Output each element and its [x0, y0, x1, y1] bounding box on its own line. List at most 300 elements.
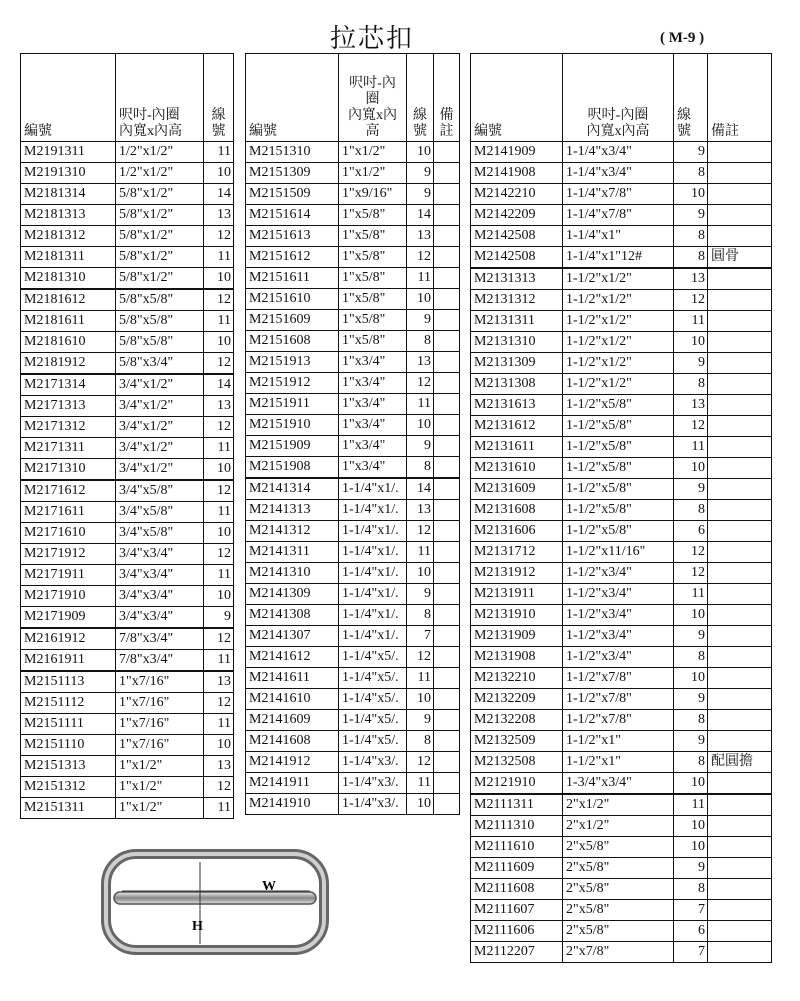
- item-code: M2151111: [21, 714, 116, 735]
- table-row: [21, 671, 234, 693]
- wire-gauge: 10: [407, 415, 434, 436]
- item-code: M2131611: [471, 437, 563, 458]
- item-note: [434, 310, 460, 331]
- item-code: M2171312: [21, 417, 116, 438]
- item-code: M2151910: [246, 415, 339, 436]
- item-code: M2171311: [21, 438, 116, 459]
- item-code: M2141312: [246, 521, 339, 542]
- wire-gauge: 7: [674, 942, 708, 963]
- wire-gauge: 9: [407, 584, 434, 605]
- item-code: M2151312: [21, 777, 116, 798]
- table-row: [21, 480, 234, 502]
- header-code: 編號: [246, 54, 339, 142]
- item-size: 1-1/4"x5/.: [339, 689, 407, 710]
- item-size: 5/8"x1/2": [116, 226, 204, 247]
- item-size: 3/4"x1/2": [116, 459, 204, 481]
- item-code: M2142210: [471, 184, 563, 205]
- item-size: 1-1/2"x3/4": [563, 563, 674, 584]
- wire-gauge: 9: [407, 310, 434, 331]
- table-row: [21, 628, 234, 650]
- item-size: 1"x5/8": [339, 310, 407, 331]
- wire-gauge: 11: [407, 268, 434, 289]
- item-note: [434, 689, 460, 710]
- wire-gauge: 11: [204, 247, 234, 268]
- item-size: 1-1/4"x1/.: [339, 563, 407, 584]
- table-row: [471, 731, 772, 752]
- item-code: M2141909: [471, 142, 563, 163]
- item-code: M2141308: [246, 605, 339, 626]
- item-size: 1-1/2"x3/4": [563, 626, 674, 647]
- item-note: [434, 773, 460, 794]
- header-note: 備註: [708, 54, 772, 142]
- item-note: [708, 395, 772, 416]
- item-note: [708, 416, 772, 437]
- wire-gauge: 8: [674, 710, 708, 731]
- item-size: 1-1/2"x5/8": [563, 458, 674, 479]
- item-note: [708, 773, 772, 795]
- table-row: [471, 921, 772, 942]
- item-code: M2151310: [246, 142, 339, 163]
- wire-gauge: 10: [407, 563, 434, 584]
- item-note: [708, 521, 772, 542]
- item-code: M2111609: [471, 858, 563, 879]
- item-code: M2141313: [246, 500, 339, 521]
- table-row: [21, 565, 234, 586]
- table-row: [21, 353, 234, 375]
- table-row: [21, 184, 234, 205]
- table-row: [471, 332, 772, 353]
- item-code: M2132509: [471, 731, 563, 752]
- item-code: M2151613: [246, 226, 339, 247]
- item-code: M2191311: [21, 142, 116, 163]
- table-row: [471, 900, 772, 921]
- wire-gauge: 12: [407, 373, 434, 394]
- item-code: M2141908: [471, 163, 563, 184]
- item-size: 1/2"x1/2": [116, 142, 204, 163]
- wire-gauge: 13: [674, 395, 708, 416]
- wire-gauge: 9: [407, 436, 434, 457]
- item-note: [708, 290, 772, 311]
- wire-gauge: 13: [204, 756, 234, 777]
- item-size: 1-1/2"x3/4": [563, 584, 674, 605]
- wire-gauge: 13: [204, 671, 234, 693]
- wire-gauge: 8: [674, 879, 708, 900]
- wire-gauge: 13: [204, 205, 234, 226]
- wire-gauge: 12: [204, 777, 234, 798]
- item-size: 1-1/2"x1/2": [563, 332, 674, 353]
- item-size: 1"x1/2": [116, 777, 204, 798]
- item-size: 2"x1/2": [563, 816, 674, 837]
- item-code: M2171610: [21, 523, 116, 544]
- item-code: M2151608: [246, 331, 339, 352]
- table-row: [471, 837, 772, 858]
- item-code: M2131312: [471, 290, 563, 311]
- item-size: 1"x7/16": [116, 735, 204, 756]
- wire-gauge: 10: [407, 689, 434, 710]
- item-size: 7/8"x3/4": [116, 650, 204, 672]
- table-row: [21, 374, 234, 396]
- table-row: [471, 794, 772, 816]
- wire-gauge: 11: [674, 437, 708, 458]
- item-code: M2131910: [471, 605, 563, 626]
- wire-gauge: 12: [674, 290, 708, 311]
- item-size: 1-1/4"x1": [563, 226, 674, 247]
- item-code: M2181312: [21, 226, 116, 247]
- wire-gauge: 10: [407, 142, 434, 163]
- header-wire: 線 號: [204, 54, 234, 142]
- item-code: M2141310: [246, 563, 339, 584]
- item-size: 1-1/4"x1"12#: [563, 247, 674, 269]
- table-row: [21, 417, 234, 438]
- wire-gauge: 11: [407, 668, 434, 689]
- table-row: [246, 584, 460, 605]
- item-size: 1"x7/16": [116, 693, 204, 714]
- item-size: 1"x5/8": [339, 289, 407, 310]
- item-code: M2171611: [21, 502, 116, 523]
- table-row: [246, 710, 460, 731]
- table-row: [471, 605, 772, 626]
- table-row: [471, 205, 772, 226]
- item-size: 3/4"x5/8": [116, 523, 204, 544]
- item-note: [434, 794, 460, 815]
- table-row: [21, 693, 234, 714]
- wire-gauge: 11: [407, 394, 434, 415]
- table-row: [471, 395, 772, 416]
- wire-gauge: 13: [407, 500, 434, 521]
- item-note: [434, 752, 460, 773]
- table-row: [21, 289, 234, 311]
- item-note: [434, 352, 460, 373]
- table-row: [21, 142, 234, 163]
- table-row: [471, 563, 772, 584]
- item-code: M2131606: [471, 521, 563, 542]
- wire-gauge: 9: [674, 626, 708, 647]
- wire-gauge: 9: [674, 353, 708, 374]
- item-size: 1"x1/2": [339, 142, 407, 163]
- item-note: [434, 289, 460, 310]
- item-size: 1"x3/4": [339, 457, 407, 479]
- item-size: 1-1/4"x3/.: [339, 794, 407, 815]
- item-code: M2131308: [471, 374, 563, 395]
- wire-gauge: 11: [204, 650, 234, 672]
- item-size: 5/8"x1/2": [116, 205, 204, 226]
- item-code: M2131911: [471, 584, 563, 605]
- item-size: 1-3/4"x3/4": [563, 773, 674, 795]
- item-size: 1-1/2"x3/4": [563, 647, 674, 668]
- item-size: 1-1/2"x5/8": [563, 416, 674, 437]
- wire-gauge: 10: [674, 458, 708, 479]
- item-code: M2131908: [471, 647, 563, 668]
- item-size: 5/8"x5/8": [116, 311, 204, 332]
- item-size: 1-1/4"x3/4": [563, 142, 674, 163]
- item-size: 1-1/2"x1/2": [563, 268, 674, 290]
- item-code: M2181912: [21, 353, 116, 375]
- item-note: [434, 731, 460, 752]
- item-size: 1"x5/8": [339, 205, 407, 226]
- wire-gauge: 6: [674, 521, 708, 542]
- wire-gauge: 8: [407, 731, 434, 752]
- item-note: [434, 142, 460, 163]
- spec-table-3-body: [471, 142, 772, 963]
- table-row: [246, 752, 460, 773]
- table-row: [471, 584, 772, 605]
- item-code: M2132208: [471, 710, 563, 731]
- table-row: [246, 542, 460, 563]
- item-note: [434, 605, 460, 626]
- table-row: [21, 586, 234, 607]
- width-label: W: [262, 879, 276, 894]
- item-note: [434, 247, 460, 268]
- item-code: M2151609: [246, 310, 339, 331]
- item-note: [708, 794, 772, 816]
- wire-gauge: 11: [204, 311, 234, 332]
- item-size: 1-1/4"x7/8": [563, 184, 674, 205]
- item-code: M2181313: [21, 205, 116, 226]
- item-size: 1-1/4"x1/.: [339, 584, 407, 605]
- item-code: M2131909: [471, 626, 563, 647]
- table-row: [246, 478, 460, 500]
- wire-gauge: 8: [674, 226, 708, 247]
- table-row: [471, 773, 772, 795]
- table-row: [21, 714, 234, 735]
- header-code: 編號: [471, 54, 563, 142]
- spec-table-2: [245, 53, 460, 815]
- table-row: [471, 311, 772, 332]
- wire-gauge: 12: [204, 628, 234, 650]
- item-note: [434, 163, 460, 184]
- item-code: M2131712: [471, 542, 563, 563]
- item-code: M2131311: [471, 311, 563, 332]
- item-note: [708, 458, 772, 479]
- table-row: [471, 752, 772, 773]
- item-note: [708, 668, 772, 689]
- table-row: [471, 710, 772, 731]
- table-row: [246, 289, 460, 310]
- wire-gauge: 6: [674, 921, 708, 942]
- wire-gauge: 9: [674, 479, 708, 500]
- item-note: [708, 921, 772, 942]
- item-note: [708, 837, 772, 858]
- item-code: M2132210: [471, 668, 563, 689]
- item-size: 1-1/4"x1/.: [339, 626, 407, 647]
- item-code: M2151509: [246, 184, 339, 205]
- item-note: [434, 226, 460, 247]
- item-size: 3/4"x1/2": [116, 438, 204, 459]
- item-size: 1-1/4"x1/.: [339, 500, 407, 521]
- item-size: 1-1/4"x5/.: [339, 668, 407, 689]
- wire-gauge: 10: [204, 163, 234, 184]
- table-row: [471, 500, 772, 521]
- item-note: [434, 584, 460, 605]
- item-size: 1-1/4"x1/.: [339, 521, 407, 542]
- wire-gauge: 10: [674, 668, 708, 689]
- item-note: 圓骨: [708, 247, 772, 269]
- item-code: M2141608: [246, 731, 339, 752]
- item-note: [708, 689, 772, 710]
- wire-gauge: 8: [674, 374, 708, 395]
- item-size: 1"x3/4": [339, 352, 407, 373]
- item-size: 5/8"x1/2": [116, 268, 204, 290]
- item-code: M2171912: [21, 544, 116, 565]
- wire-gauge: 10: [674, 605, 708, 626]
- item-code: M2151610: [246, 289, 339, 310]
- table-row: [471, 668, 772, 689]
- item-size: 1-1/2"x11/16": [563, 542, 674, 563]
- item-note: [708, 163, 772, 184]
- wire-gauge: 10: [674, 184, 708, 205]
- item-size: 1-1/4"x7/8": [563, 205, 674, 226]
- wire-gauge: 14: [204, 374, 234, 396]
- table-row: [21, 226, 234, 247]
- item-size: 3/4"x3/4": [116, 565, 204, 586]
- item-note: [434, 626, 460, 647]
- table-row: [246, 689, 460, 710]
- item-code: M2171911: [21, 565, 116, 586]
- wire-gauge: 11: [407, 773, 434, 794]
- item-code: M2131613: [471, 395, 563, 416]
- table-row: [471, 816, 772, 837]
- wire-gauge: 8: [674, 163, 708, 184]
- table-row: [246, 794, 460, 815]
- item-size: 1"x5/8": [339, 331, 407, 352]
- wire-gauge: 12: [204, 289, 234, 311]
- table-row: [471, 458, 772, 479]
- item-size: 5/8"x1/2": [116, 247, 204, 268]
- wire-gauge: 7: [674, 900, 708, 921]
- item-size: 1"x5/8": [339, 226, 407, 247]
- item-note: [434, 415, 460, 436]
- item-code: M2111610: [471, 837, 563, 858]
- item-size: 1"x7/16": [116, 671, 204, 693]
- item-size: 1"x3/4": [339, 373, 407, 394]
- item-code: M2161911: [21, 650, 116, 672]
- table-row: [21, 798, 234, 819]
- table-row: [21, 735, 234, 756]
- wire-gauge: 11: [204, 438, 234, 459]
- item-size: 1-1/2"x3/4": [563, 605, 674, 626]
- wire-gauge: 9: [674, 731, 708, 752]
- wire-gauge: 10: [204, 735, 234, 756]
- item-size: 1-1/4"x5/.: [339, 647, 407, 668]
- wire-gauge: 8: [407, 605, 434, 626]
- item-size: 1-1/2"x5/8": [563, 500, 674, 521]
- wire-gauge: 12: [407, 247, 434, 268]
- spec-table-1: [20, 53, 234, 819]
- item-code: M2142508: [471, 226, 563, 247]
- item-note: [434, 394, 460, 415]
- table-row: [246, 205, 460, 226]
- item-size: 3/4"x3/4": [116, 607, 204, 629]
- item-code: M2121910: [471, 773, 563, 795]
- table-row: [471, 353, 772, 374]
- table-row: [246, 415, 460, 436]
- item-code: M2141610: [246, 689, 339, 710]
- wire-gauge: 11: [674, 584, 708, 605]
- wire-gauge: 11: [204, 502, 234, 523]
- table-row: [246, 626, 460, 647]
- item-note: [708, 142, 772, 163]
- item-code: M2181314: [21, 184, 116, 205]
- table-row: [471, 858, 772, 879]
- item-size: 1"x5/8": [339, 247, 407, 268]
- item-size: 2"x5/8": [563, 921, 674, 942]
- wire-gauge: 13: [204, 396, 234, 417]
- table-row: [21, 756, 234, 777]
- item-code: M2161912: [21, 628, 116, 650]
- item-note: [708, 942, 772, 963]
- item-code: M2191310: [21, 163, 116, 184]
- item-code: M2131608: [471, 500, 563, 521]
- item-code: M2111311: [471, 794, 563, 816]
- item-note: [434, 668, 460, 689]
- item-code: M2151110: [21, 735, 116, 756]
- wire-gauge: 12: [407, 521, 434, 542]
- table-row: [246, 184, 460, 205]
- item-note: [434, 457, 460, 479]
- wire-gauge: 12: [204, 226, 234, 247]
- item-code: M2131612: [471, 416, 563, 437]
- wire-gauge: 12: [407, 752, 434, 773]
- item-code: M2151612: [246, 247, 339, 268]
- item-code: M2141309: [246, 584, 339, 605]
- item-note: [434, 184, 460, 205]
- table-row: [246, 373, 460, 394]
- spec-table-2-body: [246, 142, 460, 815]
- wire-gauge: 11: [204, 142, 234, 163]
- item-code: M2181612: [21, 289, 116, 311]
- item-code: M2111608: [471, 879, 563, 900]
- item-code: M2131610: [471, 458, 563, 479]
- item-code: M2181311: [21, 247, 116, 268]
- item-code: M2171313: [21, 396, 116, 417]
- item-note: [434, 268, 460, 289]
- wire-gauge: 9: [674, 205, 708, 226]
- item-size: 5/8"x1/2": [116, 184, 204, 205]
- item-code: M2131310: [471, 332, 563, 353]
- item-note: [434, 373, 460, 394]
- spec-table-3: [470, 53, 772, 963]
- item-size: 1-1/4"x1/.: [339, 605, 407, 626]
- wire-gauge: 8: [407, 457, 434, 479]
- item-size: 1-1/2"x5/8": [563, 521, 674, 542]
- table-row: [246, 331, 460, 352]
- item-size: 3/4"x3/4": [116, 586, 204, 607]
- spec-table-1-body: [21, 142, 234, 819]
- item-note: [708, 584, 772, 605]
- page-title: 拉芯扣: [330, 24, 415, 53]
- item-code: M2111607: [471, 900, 563, 921]
- item-note: [708, 879, 772, 900]
- table-row: [246, 352, 460, 373]
- table-row: [21, 523, 234, 544]
- item-note: [708, 205, 772, 226]
- item-note: [708, 374, 772, 395]
- item-note: [708, 479, 772, 500]
- wire-gauge: 11: [674, 794, 708, 816]
- item-size: 1-1/2"x1": [563, 731, 674, 752]
- item-note: [434, 710, 460, 731]
- table-row: [471, 542, 772, 563]
- table-row: [21, 607, 234, 629]
- wire-gauge: 10: [674, 773, 708, 795]
- table-row: [471, 290, 772, 311]
- wire-gauge: 9: [407, 163, 434, 184]
- wire-gauge: 8: [407, 331, 434, 352]
- wire-gauge: 12: [204, 417, 234, 438]
- item-code: M2131609: [471, 479, 563, 500]
- wire-gauge: 12: [204, 544, 234, 565]
- item-note: [708, 647, 772, 668]
